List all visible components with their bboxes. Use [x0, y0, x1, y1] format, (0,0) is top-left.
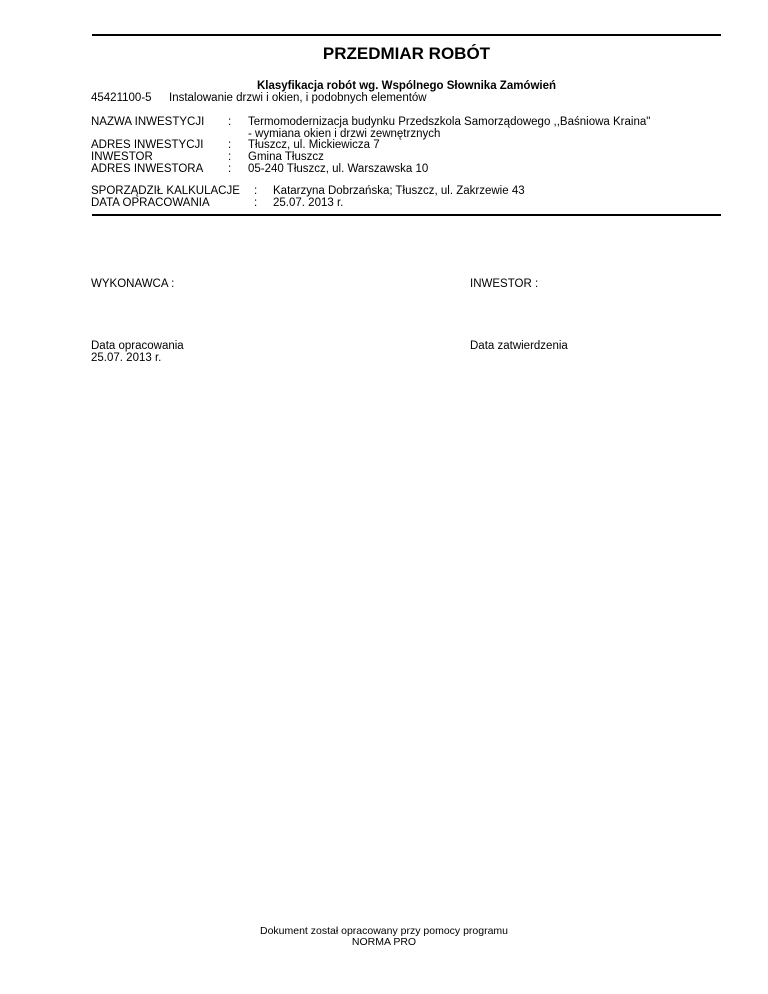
investor-address-value: 05-240 Tłuszcz, ul. Warszawska 10: [248, 163, 429, 175]
investment-name-colon: :: [228, 116, 232, 128]
classification-code: 45421100-5: [91, 92, 152, 104]
investment-address-colon: :: [228, 139, 232, 151]
investment-address-label: ADRES INWESTYCJI: [91, 139, 204, 151]
approval-date-label: Data zatwierdzenia: [470, 340, 568, 352]
classification-line: [91, 92, 427, 104]
investment-name-value-line2: - wymiana okien i drzwi zewnętrznych: [248, 128, 441, 140]
investment-address-value: Tłuszcz, ul. Mickiewicza 7: [248, 139, 380, 151]
investment-name-value-line1: Termomodernizacja budynku Przedszkola Samorządowego ,,Baśniowa Kraina": [248, 116, 651, 128]
footer-line1: Dokument został opracowany przy pomocy programu: [259, 925, 509, 937]
section-divider: [92, 214, 721, 216]
prep-date-colon: :: [254, 197, 258, 209]
investor-label: INWESTOR: [91, 151, 153, 163]
contractor-signature-label: WYKONAWCA :: [91, 278, 175, 290]
footer-line2: NORMA PRO: [351, 936, 417, 948]
author-label: SPORZĄDZIŁ KALKULACJE: [91, 185, 240, 197]
prep-date-signature-value: 25.07. 2013 r.: [91, 352, 162, 364]
classification-heading: Klasyfikacja robót wg. Wspólnego Słownika Zamówień: [256, 80, 557, 92]
investment-name-label: NAZWA INWESTYCJI: [91, 116, 205, 128]
investor-signature-label: INWESTOR :: [470, 278, 539, 290]
author-value: Katarzyna Dobrzańska; Tłuszcz, ul. Zakrzewie 43: [273, 185, 525, 197]
top-divider: [92, 34, 721, 36]
prep-date-value: 25.07. 2013 r.: [273, 197, 344, 209]
footer: [0, 926, 768, 948]
classification-description: Instalowanie drzwi i okien, i podobnych elementów: [169, 92, 427, 104]
investor-address-label: ADRES INWESTORA: [91, 163, 204, 175]
prep-date-signature-label: Data opracowania: [91, 340, 184, 352]
prep-date-label: DATA OPRACOWANIA: [91, 197, 210, 209]
investor-address-colon: :: [228, 163, 232, 175]
page-title: PRZEDMIAR ROBÓT: [322, 44, 491, 63]
investor-colon: :: [228, 151, 232, 163]
investor-value: Gmina Tłuszcz: [248, 151, 324, 163]
author-colon: :: [254, 185, 258, 197]
